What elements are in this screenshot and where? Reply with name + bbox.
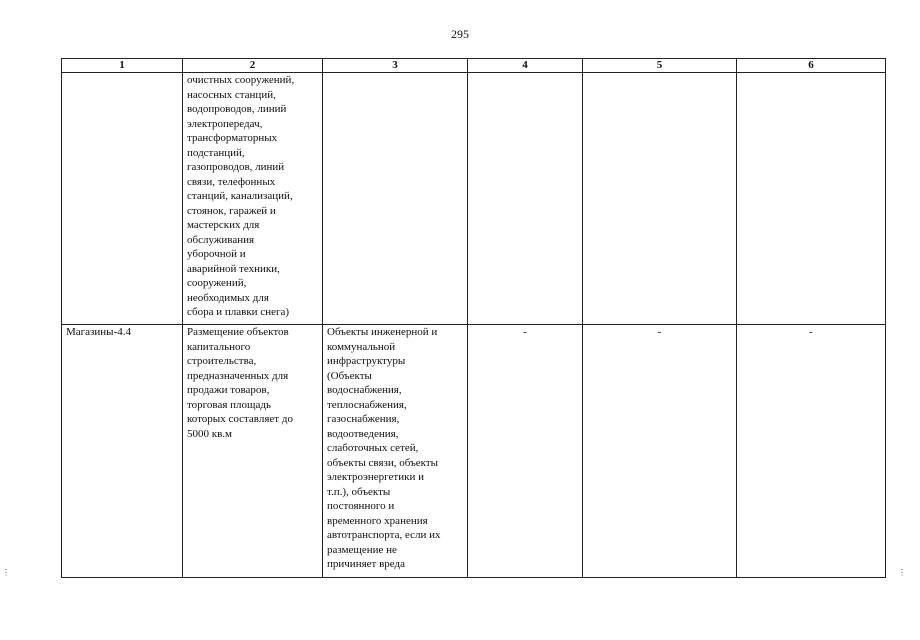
column-header-2: 2 [183, 59, 323, 73]
table-cell: - [737, 325, 886, 578]
scan-edge-mark: ⋮ [898, 568, 906, 577]
column-header-1: 1 [62, 59, 183, 73]
table-cell [737, 73, 886, 325]
column-header-4: 4 [468, 59, 583, 73]
table-cell: - [468, 325, 583, 578]
table-header-row [62, 59, 886, 73]
table-cell: Размещение объектов капитального строительства, предназначенных для продажи товаров, торговая площадь которых составляет до 5000 кв.м [183, 325, 323, 578]
table-cell: - [583, 325, 737, 578]
table-row [62, 325, 886, 578]
table-row [62, 73, 886, 325]
land-use-table [61, 58, 886, 578]
page-number: 295 [451, 27, 469, 41]
table-cell: Магазины-4.4 [62, 325, 183, 578]
column-header-3: 3 [323, 59, 468, 73]
table-cell: очистных сооружений, насосных станций, водопроводов, линий электропередач, трансформаторных подстанций, газопроводов, линий связи, телефонных станций, канализаций, стоянок, гаражей и мастерских для обслуживания уборочной и аварийной техники, сооружений, необходимых для сбора и плавки снега) [183, 73, 323, 325]
table-cell: Объекты инженерной и коммунальной инфраструктуры (Объекты водоснабжения, теплоснабжения, газоснабжения, водоотведения, слаботочных сетей, объекты связи, объекты электроэнергетики и т.п.), объекты постоянного и временного хранения автотранспорта, если их размещение не причиняет вреда [323, 325, 468, 578]
table-cell [468, 73, 583, 325]
scan-edge-mark: ⋮ [2, 568, 10, 577]
column-header-5: 5 [583, 59, 737, 73]
table-cell [323, 73, 468, 325]
table-cell [62, 73, 183, 325]
column-header-6: 6 [737, 59, 886, 73]
table-cell [583, 73, 737, 325]
